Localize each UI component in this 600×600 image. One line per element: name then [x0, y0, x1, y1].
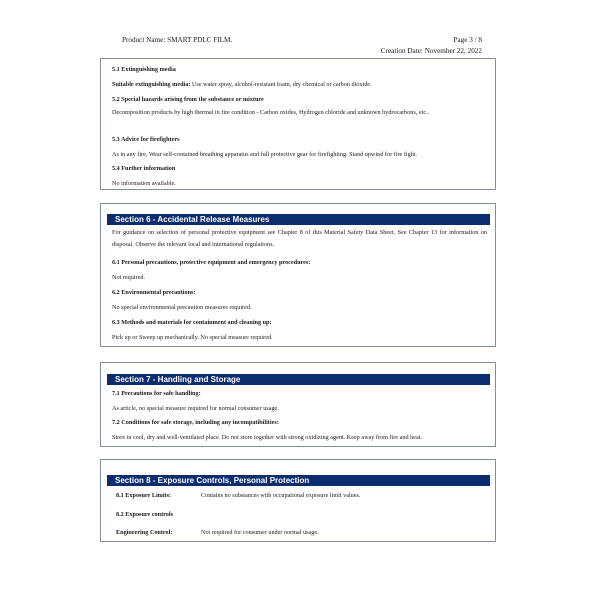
section-7-box: [100, 362, 496, 447]
s53-text: As in any fire, Wear self-contained breathing apparatus and full protective gear for firefighting. Stand upwind for fire fight.: [112, 151, 418, 158]
s53-heading: 5.3 Advice for firefighters: [112, 136, 180, 143]
s71-text: As article, no special measure required for normal consumer usage.: [112, 405, 279, 412]
engineering-control-value: Not required for consumer under normal usage.: [201, 529, 319, 536]
s61-heading: 6.1 Personal precautions, protective equipment and emergency procedures:: [112, 259, 311, 266]
s62-text: No special environmental precaution measures required.: [112, 304, 252, 311]
product-name: Product Name: SMART PDLC FILM.: [122, 36, 233, 44]
s82-label: 8.2 Exposure controls: [116, 511, 174, 518]
section-7-title: Section 7 - Handling and Storage: [107, 374, 490, 385]
s71-heading: 7.1 Precautions for safe handling:: [112, 390, 201, 397]
creation-date: Creation Date: November 22, 2022: [380, 47, 482, 55]
s62-heading: 6.2 Environmental precautions:: [112, 289, 196, 296]
s54-text: No information available.: [112, 180, 176, 187]
s51-label: Suitable extinguishing media:: [112, 81, 191, 88]
s52-heading: 5.2 Special hazards arising from the substance or mixture: [112, 96, 264, 103]
section-5-box: [100, 58, 496, 190]
s63-text: Pick up or Sweep up mechanically. No special measure required.: [112, 334, 273, 341]
s54-heading: 5.4 Further information: [112, 165, 176, 172]
s51-value: Use water spray, alcohol-resistant foam, dry chemical or carbon dioxide.: [190, 81, 372, 88]
s51-text: [112, 81, 372, 88]
s61-text: Not required.: [112, 274, 145, 281]
section-6-box: [100, 203, 496, 347]
section-8-box: [100, 459, 496, 542]
s6-intro: For guidance on selection of personal protective equipment see Chapter 8 of this Material Safety Data Sheet. See Chapter 13 for information on disposal. Observe the relevant local and international regulations.: [112, 229, 487, 248]
section-8-title: Section 8 - Exposure Controls, Personal Protection: [107, 475, 490, 486]
page-number: Page 3 / 8: [453, 36, 482, 44]
s52-text: Decomposition products by high thermal in fire condition - Carbon oxides, Hydrogen chloride and unknown hydrocarbons, etc..: [112, 109, 430, 116]
s81-value: Contains no substances with occupational exposure limit values.: [201, 492, 361, 499]
engineering-control-label: Engineering Control:: [116, 529, 173, 536]
s72-heading: 7.2 Conditions for safe storage, including any incompatibilities:: [112, 419, 279, 426]
s63-heading: 6.3 Methods and materials for containment and cleaning up:: [112, 319, 272, 326]
s81-label: 8.1 Exposure Limits:: [116, 492, 172, 499]
s72-text: Store in cool, dry and well-ventilated place. Do not store together with strong oxidizing agent. Keep away from fire and heat.: [112, 434, 422, 441]
section-6-title: Section 6 - Accidental Release Measures: [107, 214, 490, 225]
s51-heading: 5.1 Extinguishing media: [112, 66, 176, 73]
